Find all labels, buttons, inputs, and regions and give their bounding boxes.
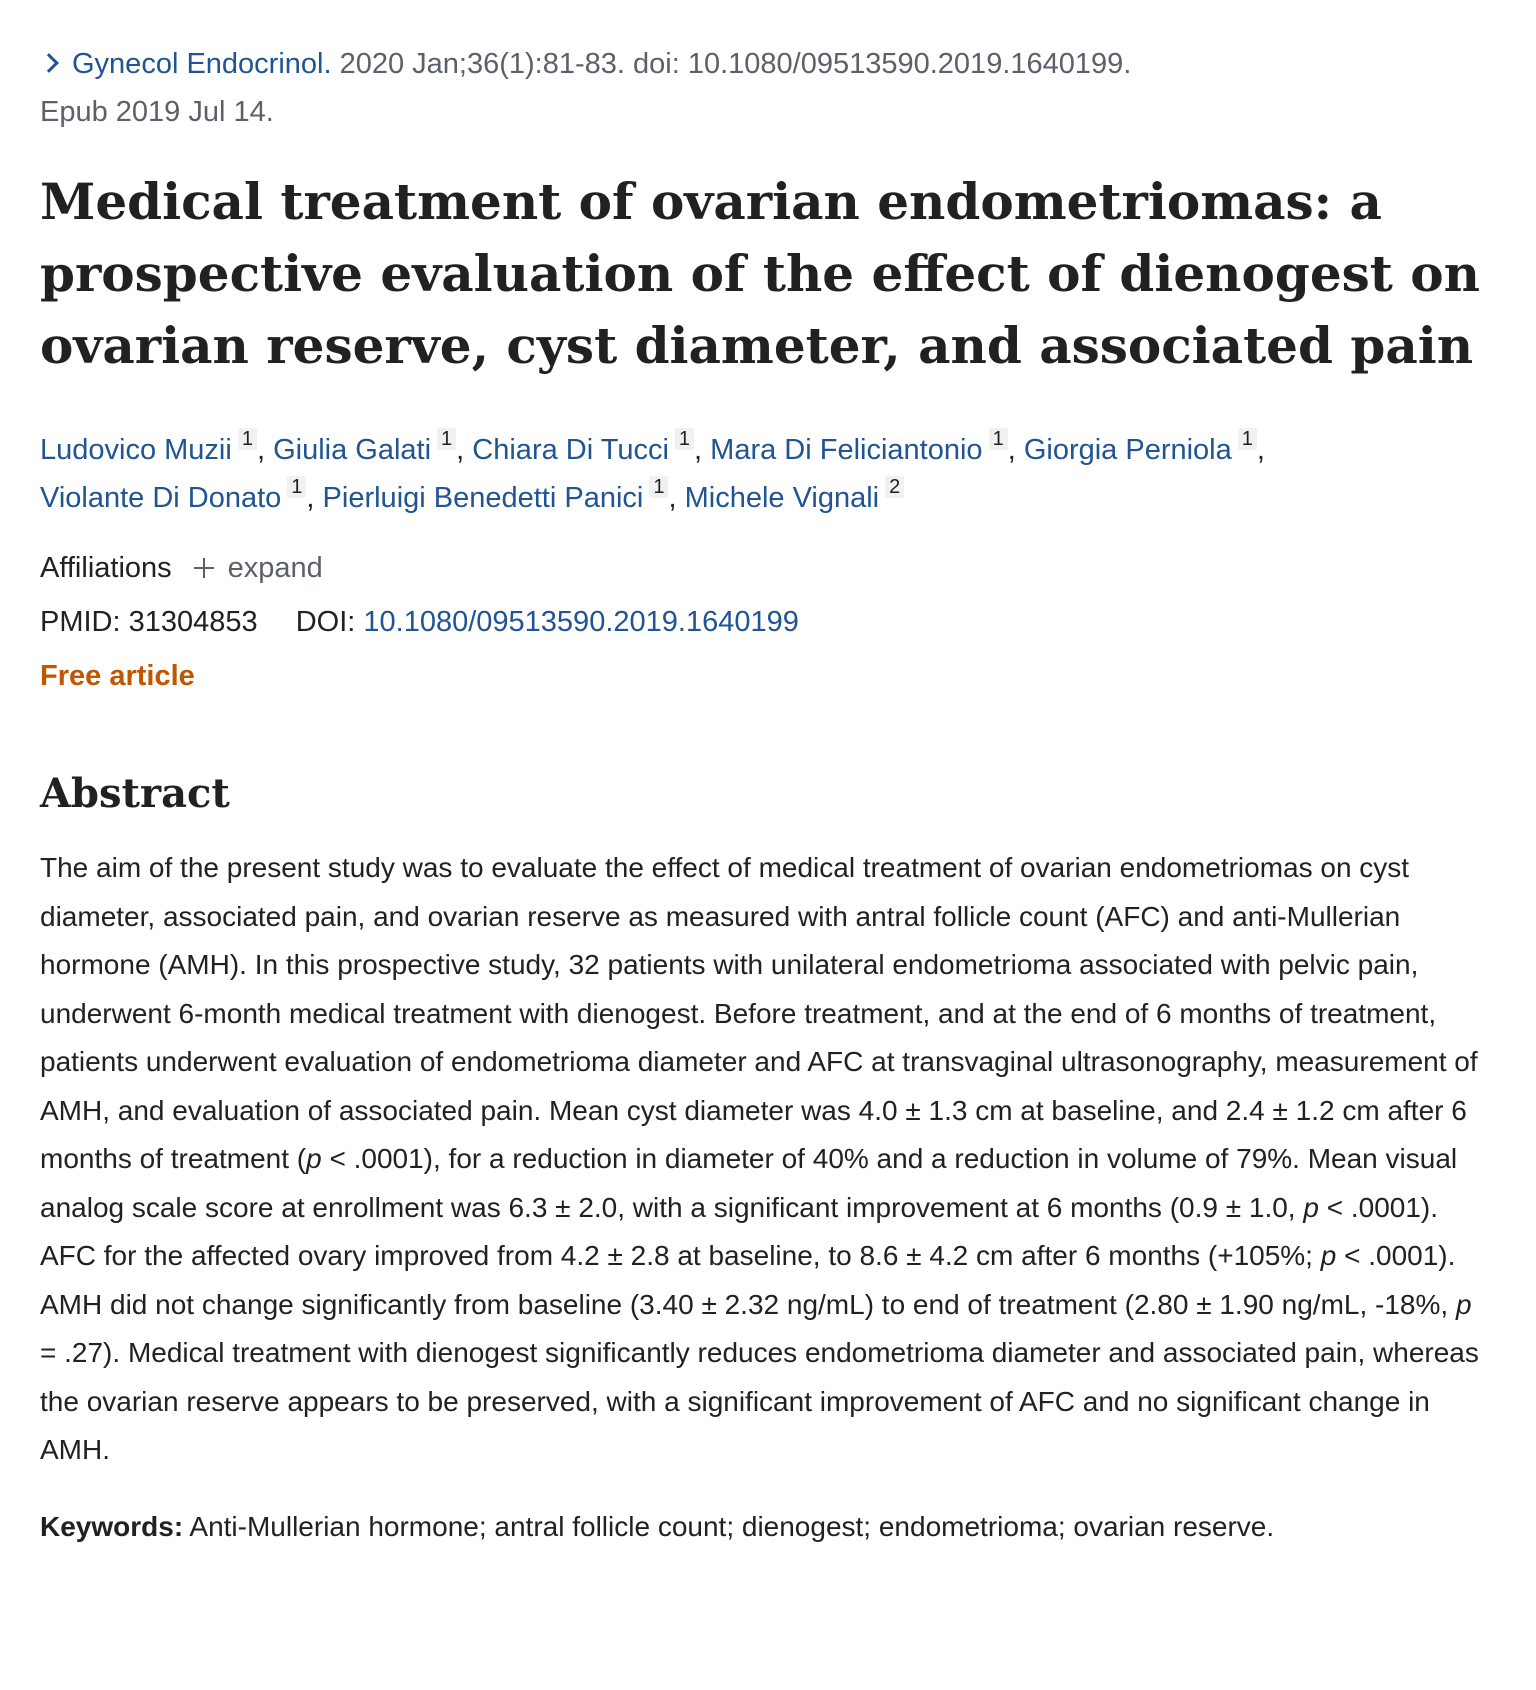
citation-epub: Epub 2019 Jul 14.: [40, 96, 274, 128]
p-symbol: p: [1320, 1240, 1337, 1271]
affiliation-ref[interactable]: 1: [238, 428, 257, 450]
citation: [40, 40, 1340, 136]
affiliation-ref[interactable]: 1: [675, 428, 694, 450]
affiliations-row: [40, 546, 1464, 590]
author-link[interactable]: Violante Di Donato: [40, 482, 282, 514]
affiliation-ref[interactable]: 1: [437, 428, 456, 450]
doi-link[interactable]: 10.1080/09513590.2019.1640199: [363, 606, 799, 638]
abstract-segment: < .0001). AFC for the affected ovary improved from 4.2 ± 2.8 at baseline, to 8.6 ± 4.2 cm after 6 months (+105%;: [40, 1191, 1439, 1271]
abstract-segment: < .0001). AMH did not change significantly from baseline (3.40 ± 2.32 ng/mL) to end of treatment (2.80 ± 1.90 ng/mL, -18%,: [40, 1240, 1456, 1320]
affiliation-ref[interactable]: 1: [287, 476, 306, 498]
affiliations-label: Affiliations: [40, 552, 172, 584]
journal-link[interactable]: Gynecol Endocrinol.: [72, 48, 332, 80]
doi-label: DOI:: [295, 606, 356, 638]
author-link[interactable]: Chiara Di Tucci: [472, 434, 669, 466]
affiliation-ref[interactable]: 2: [885, 476, 904, 498]
author-link[interactable]: Giulia Galati: [273, 434, 432, 466]
abstract-heading: Abstract: [40, 770, 230, 817]
abstract-segment: < .0001), for a reduction in diameter of 40% and a reduction in volume of 79%. Mean visual analog scale score at enrollment was 6.3 ± 2.0, with a significant improvement at 6 months (0.9 ± 1.0,: [40, 1143, 1458, 1223]
authors-list: Ludovico Muzii 1 , Giulia Galati 1 , Chiara Di Tucci 1 , Mara Di Feliciantonio 1 , Giorgia Perniola 1 , Violante Di Donato 1 , Pierluigi Benedetti Panici 1 , Michele Vignali 2: [40, 428, 1265, 514]
plus-icon: [194, 558, 214, 578]
pmid-label: PMID:: [40, 606, 121, 638]
chevron-right-icon: [39, 53, 59, 73]
keywords: [40, 1503, 1480, 1551]
abstract-segment: = .27). Medical treatment with dienogest significantly reduces endometrioma diameter and associated pain, whereas the ovarian reserve appears to be preserved, with a significant improvement of AFC and no significant change in AMH.: [40, 1337, 1479, 1465]
author-link[interactable]: Michele Vignali: [684, 482, 880, 514]
pmid-value: 31304853: [128, 606, 258, 638]
abstract-segment: The aim of the present study was to evaluate the effect of medical treatment of ovarian endometriomas on cyst diameter, associated pain, and ovarian reserve as measured with antral follicle count (AFC) and anti-Mullerian hormone (AMH). In this prospective study, 32 patients with unilateral endometrioma associated with pelvic pain, underwent 6-month medical treatment with dienogest. Before treatment, and at the end of 6 months of treatment, patients underwent evaluation of endometrioma diameter and AFC at transvaginal ultrasonography, measurement of AMH, and evaluation of associated pain. Mean cyst diameter was 4.0 ± 1.3 cm at baseline, and 2.4 ± 1.2 cm after 6 months of treatment (: [40, 852, 1478, 1174]
author-link[interactable]: Pierluigi Benedetti Panici: [322, 482, 644, 514]
affiliation-ref[interactable]: 1: [1238, 428, 1257, 450]
citation-details: 2020 Jan;36(1):81-83. doi: 10.1080/09513590.2019.1640199.: [339, 48, 1132, 80]
keywords-label: Keywords:: [40, 1510, 184, 1542]
affiliation-ref[interactable]: 1: [649, 476, 668, 498]
identifiers-row: [40, 600, 1464, 644]
p-symbol: p: [1303, 1191, 1319, 1223]
author-link[interactable]: Mara Di Feliciantonio: [710, 434, 983, 466]
abstract-text: [40, 844, 1480, 1475]
p-symbol: p: [1455, 1288, 1472, 1320]
article-title: Medical treatment of ovarian endometriomas: a prospective evaluation of the effect of dienogest on ovarian reserve, cyst diameter, and associated pain: [40, 172, 1480, 375]
expand-label: expand: [227, 552, 323, 584]
author-link[interactable]: Giorgia Perniola: [1023, 434, 1232, 466]
keywords-text: Anti-Mullerian hormone; antral follicle count; dienogest; endometrioma; ovarian reserve.: [189, 1510, 1275, 1542]
free-article-badge: Free article: [40, 660, 195, 692]
affiliations-expand-button[interactable]: [194, 546, 323, 590]
affiliation-ref[interactable]: 1: [989, 428, 1008, 450]
author-link[interactable]: Ludovico Muzii: [40, 434, 232, 466]
p-symbol: p: [306, 1143, 322, 1174]
